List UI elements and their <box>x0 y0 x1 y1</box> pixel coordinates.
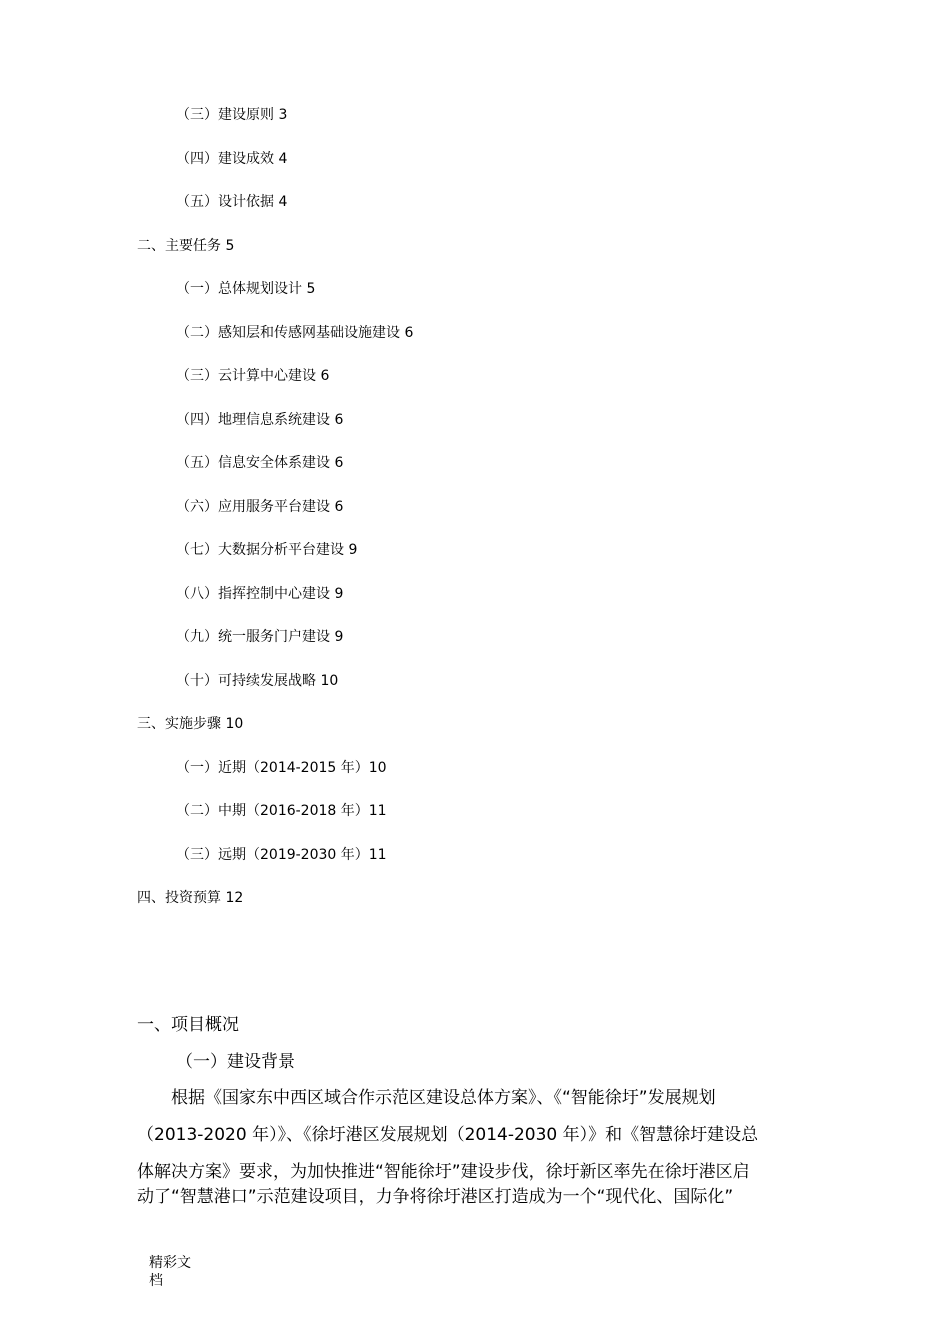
footer-line: 精彩文 <box>149 1255 191 1271</box>
section-heading: 一、项目概况 <box>137 1015 239 1035</box>
footer-line: 档 <box>149 1273 163 1289</box>
toc-entry[interactable]: （二）中期（2016-2018 年）11 <box>176 803 387 819</box>
toc-entry[interactable]: （三）远期（2019-2030 年）11 <box>176 847 387 863</box>
toc-entry[interactable]: （三）建设原则 3 <box>176 107 288 123</box>
toc-entry[interactable]: （四）建设成效 4 <box>176 151 288 167</box>
toc-entry[interactable]: （五）信息安全体系建设 6 <box>176 455 344 471</box>
toc-entry[interactable]: （一）总体规划设计 5 <box>176 281 316 297</box>
paragraph-line: 根据《国家东中西区域合作示范区建设总体方案》、《“智能徐圩”发展规划 <box>137 1088 716 1108</box>
toc-entry[interactable]: （四）地理信息系统建设 6 <box>176 412 344 428</box>
footer-watermark <box>149 1254 199 1290</box>
paragraph-line: 动了“智慧港口”示范建设项目，力争将徐圩港区打造成为一个“现代化、国际化” <box>137 1187 734 1207</box>
paragraph-line: （2013-2020 年）》、《徐圩港区发展规划（2014-2030 年）》和《智慧徐圩建设总 <box>137 1125 759 1145</box>
toc-entry[interactable]: （十）可持续发展战略 10 <box>176 673 339 689</box>
toc-entry[interactable]: （八）指挥控制中心建设 9 <box>176 586 344 602</box>
toc-entry[interactable]: （九）统一服务门户建设 9 <box>176 629 344 645</box>
toc-entry[interactable]: （七）大数据分析平台建设 9 <box>176 542 358 558</box>
section-subheading: （一）建设背景 <box>176 1052 295 1072</box>
toc-entry[interactable]: （六）应用服务平台建设 6 <box>176 499 344 515</box>
paragraph-line: 体解决方案》要求，为加快推进“智能徐圩”建设步伐，徐圩新区率先在徐圩港区启 <box>137 1162 750 1182</box>
toc-entry[interactable]: 二、主要任务 5 <box>137 238 235 254</box>
toc-entry[interactable]: 四、投资预算 12 <box>137 890 244 906</box>
toc-entry[interactable]: （三）云计算中心建设 6 <box>176 368 330 384</box>
toc-entry[interactable]: （二）感知层和传感网基础设施建设 6 <box>176 325 414 341</box>
toc-entry[interactable]: （一）近期（2014-2015 年）10 <box>176 760 387 776</box>
toc-entry[interactable]: 三、实施步骤 10 <box>137 716 244 732</box>
toc-entry[interactable]: （五）设计依据 4 <box>176 194 288 210</box>
